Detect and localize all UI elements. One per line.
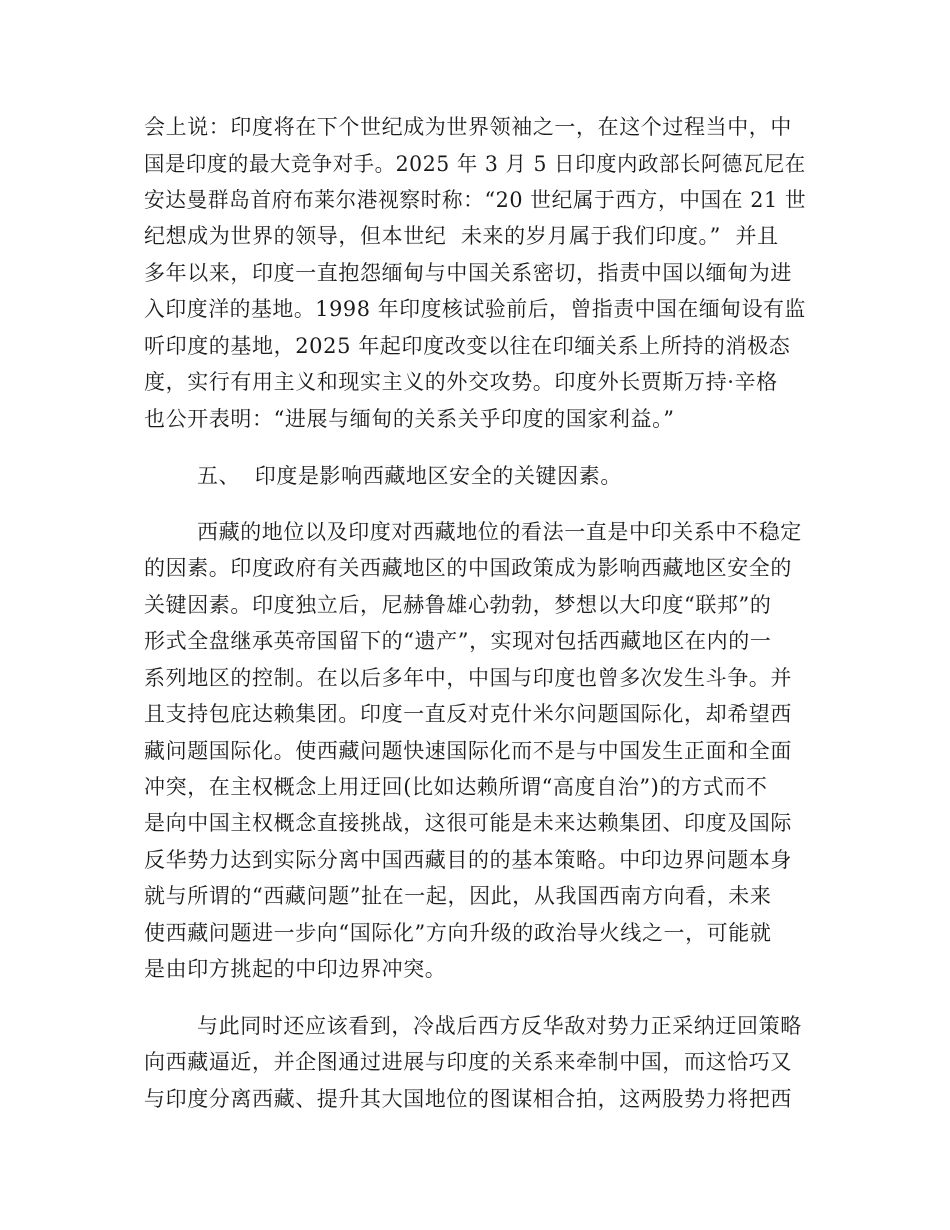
text-line: 纪想成为世界的领导，但本世纪 未来的岁月属于我们印度。” 并且 xyxy=(144,224,779,248)
text-line: 多年以来，印度一直抱怨缅甸与中国关系密切，指责中国以缅甸为进 xyxy=(144,261,792,285)
text-line: 与此同时还应该看到，冷战后西方反华敌对势力正采纳迂回策略 xyxy=(197,1014,802,1038)
text-line: 会上说：印度将在下个世纪成为世界领袖之一，在这个过程当中，中 xyxy=(144,115,792,139)
text-line: 就与所谓的“西藏问题”扯在一起，因此，从我国西南方向看，未来 xyxy=(144,884,772,908)
text-line: 反华势力达到实际分离中国西藏目的的基本策略。中印边界问题本身 xyxy=(144,848,792,872)
text-line: 的因素。印度政府有关西藏地区的中国政策成为影响西藏地区安全的 xyxy=(144,556,792,580)
text-line: 是向中国主权概念直接挑战，这很可能是未来达赖集团、印度及国际 xyxy=(144,811,792,835)
text-line: 度，实行有用主义和现实主义的外交攻势。印度外长贾斯万持·辛格 xyxy=(144,370,778,394)
text-line: 也公开表明：“进展与缅甸的关系关乎印度的国家利益。” xyxy=(144,407,675,431)
section-heading: 五、 印度是影响西藏地区安全的关键因素。 xyxy=(197,464,622,488)
text-line: 西藏的地位以及印度对西藏地位的看法一直是中印关系中不稳定 xyxy=(197,520,802,544)
text-line: 入印度洋的基地。1998 年印度核试验前后，曾指责中国在缅甸设有监 xyxy=(144,297,806,321)
text-line: 国是印度的最大竞争对手。2025 年 3 月 5 日印度内政部长阿德瓦尼在 xyxy=(144,152,806,176)
text-line: 藏问题国际化。使西藏问题快速国际化而不是与中国发生正面和全面 xyxy=(144,739,792,763)
text-line: 与印度分离西藏、提升其大国地位的图谋相合拍，这两股势力将把西 xyxy=(144,1087,792,1111)
text-line: 形式全盘继承英帝国留下的“遗产”，实现对包括西藏地区在内的一 xyxy=(144,629,772,653)
text-line: 安达曼群岛首府布莱尔港视察时称：“20 世纪属于西方，中国在 21 世 xyxy=(144,188,807,212)
text-line: 使西藏问题进一步向“国际化”方向升级的政治导火线之一，可能就 xyxy=(144,921,772,945)
text-line: 关键因素。印度独立后，尼赫鲁雄心勃勃，梦想以大印度“联邦”的 xyxy=(144,593,772,617)
text-line: 冲突，在主权概念上用迂回(比如达赖所谓“高度自治”)的方式而不 xyxy=(144,775,768,799)
text-line: 是由印方挑起的中印边界冲突。 xyxy=(144,957,447,981)
text-line: 向西藏逼近，并企图通过进展与印度的关系来牵制中国，而这恰巧又 xyxy=(144,1050,792,1074)
text-line: 系列地区的控制。在以后多年中，中国与印度也曾多次发生斗争。并 xyxy=(144,666,792,690)
text-line: 听印度的基地，2025 年起印度改变以往在印缅关系上所持的消极态 xyxy=(144,334,791,358)
text-line: 且支持包庇达赖集团。印度一直反对克什米尔问题国际化，却希望西 xyxy=(144,702,792,726)
